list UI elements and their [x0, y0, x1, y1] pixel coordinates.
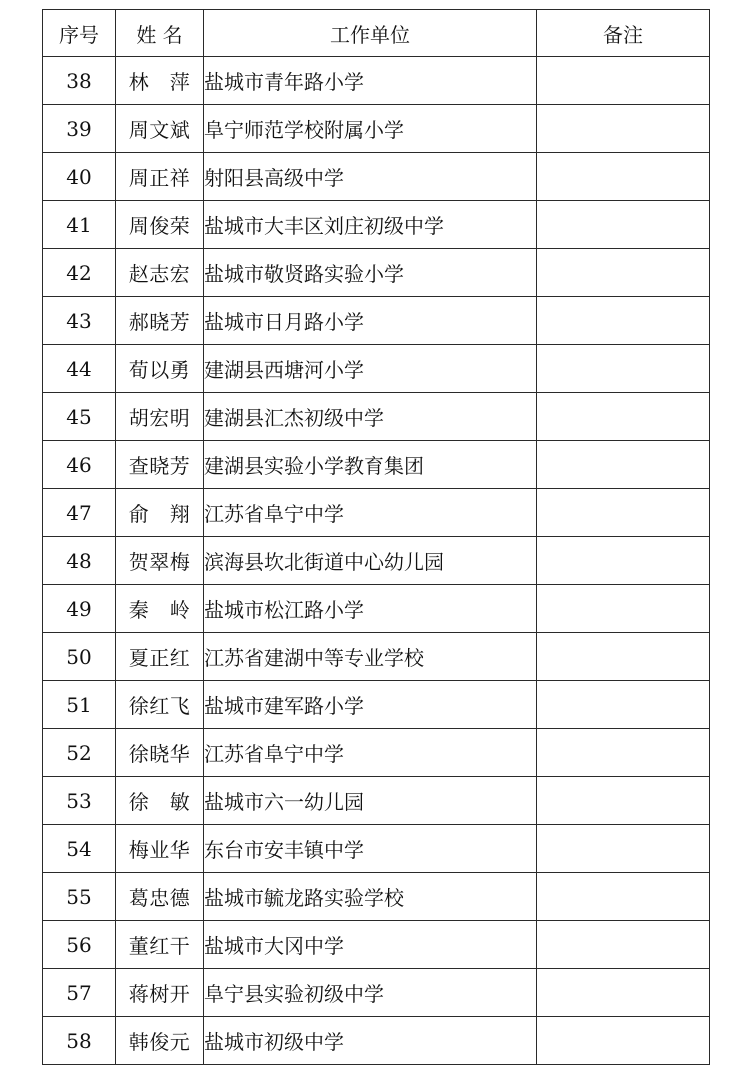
work-unit-cell: 滨海县坎北街道中心幼儿园 — [204, 537, 537, 585]
name-cell: 周文斌 — [116, 105, 204, 153]
work-unit-cell: 盐城市大丰区刘庄初级中学 — [204, 201, 537, 249]
table-row — [43, 969, 710, 1017]
name-cell: 赵志宏 — [116, 249, 204, 297]
serial-number-cell: 40 — [43, 153, 116, 201]
name-cell: 俞 翔 — [116, 489, 204, 537]
remarks-cell — [537, 105, 710, 153]
table-row — [43, 105, 710, 153]
serial-number-cell: 45 — [43, 393, 116, 441]
remarks-cell — [537, 393, 710, 441]
table-row — [43, 825, 710, 873]
table-row — [43, 393, 710, 441]
work-unit-cell: 建湖县实验小学教育集团 — [204, 441, 537, 489]
table-row — [43, 921, 710, 969]
work-unit-cell: 盐城市初级中学 — [204, 1017, 537, 1065]
table-row — [43, 201, 710, 249]
remarks-cell — [537, 489, 710, 537]
name-cell: 韩俊元 — [116, 1017, 204, 1065]
table-row — [43, 297, 710, 345]
remarks-cell — [537, 201, 710, 249]
work-unit-cell: 阜宁师范学校附属小学 — [204, 105, 537, 153]
serial-number-cell: 52 — [43, 729, 116, 777]
remarks-cell — [537, 297, 710, 345]
table-row — [43, 57, 710, 105]
table-row — [43, 345, 710, 393]
remarks-cell — [537, 921, 710, 969]
work-unit-cell: 阜宁县实验初级中学 — [204, 969, 537, 1017]
table-row — [43, 537, 710, 585]
work-unit-cell: 盐城市建军路小学 — [204, 681, 537, 729]
serial-number-cell: 49 — [43, 585, 116, 633]
name-cell: 夏正红 — [116, 633, 204, 681]
work-unit-cell: 东台市安丰镇中学 — [204, 825, 537, 873]
name-cell: 贺翠梅 — [116, 537, 204, 585]
work-unit-cell: 建湖县汇杰初级中学 — [204, 393, 537, 441]
work-unit-cell: 盐城市日月路小学 — [204, 297, 537, 345]
remarks-cell — [537, 441, 710, 489]
remarks-cell — [537, 969, 710, 1017]
name-cell: 荀以勇 — [116, 345, 204, 393]
table-row — [43, 777, 710, 825]
remarks-cell — [537, 681, 710, 729]
name-cell: 蒋树开 — [116, 969, 204, 1017]
header-work-unit: 工作单位 — [204, 10, 537, 57]
serial-number-cell: 56 — [43, 921, 116, 969]
serial-number-cell: 58 — [43, 1017, 116, 1065]
work-unit-cell: 盐城市毓龙路实验学校 — [204, 873, 537, 921]
work-unit-cell: 盐城市大冈中学 — [204, 921, 537, 969]
name-cell: 徐晓华 — [116, 729, 204, 777]
work-unit-cell: 射阳县高级中学 — [204, 153, 537, 201]
remarks-cell — [537, 153, 710, 201]
remarks-cell — [537, 729, 710, 777]
name-cell: 梅业华 — [116, 825, 204, 873]
table-row — [43, 633, 710, 681]
remarks-cell — [537, 249, 710, 297]
serial-number-cell: 51 — [43, 681, 116, 729]
serial-number-cell: 48 — [43, 537, 116, 585]
work-unit-cell: 盐城市六一幼儿园 — [204, 777, 537, 825]
work-unit-cell: 建湖县西塘河小学 — [204, 345, 537, 393]
name-cell: 周俊荣 — [116, 201, 204, 249]
serial-number-cell: 50 — [43, 633, 116, 681]
serial-number-cell: 42 — [43, 249, 116, 297]
serial-number-cell: 46 — [43, 441, 116, 489]
work-unit-cell: 盐城市青年路小学 — [204, 57, 537, 105]
table-row — [43, 681, 710, 729]
table-row — [43, 249, 710, 297]
table-row — [43, 441, 710, 489]
table-row — [43, 873, 710, 921]
roster-table — [42, 9, 710, 1065]
work-unit-cell: 江苏省建湖中等专业学校 — [204, 633, 537, 681]
remarks-cell — [537, 585, 710, 633]
work-unit-cell: 江苏省阜宁中学 — [204, 729, 537, 777]
work-unit-cell: 盐城市松江路小学 — [204, 585, 537, 633]
table-row — [43, 585, 710, 633]
serial-number-cell: 47 — [43, 489, 116, 537]
serial-number-cell: 43 — [43, 297, 116, 345]
header-name: 姓 名 — [116, 10, 204, 57]
name-cell: 董红干 — [116, 921, 204, 969]
serial-number-cell: 57 — [43, 969, 116, 1017]
name-cell: 林 萍 — [116, 57, 204, 105]
work-unit-cell: 江苏省阜宁中学 — [204, 489, 537, 537]
name-cell: 郝晓芳 — [116, 297, 204, 345]
header-serial-number: 序号 — [43, 10, 116, 57]
remarks-cell — [537, 1017, 710, 1065]
remarks-cell — [537, 57, 710, 105]
serial-number-cell: 55 — [43, 873, 116, 921]
table-row — [43, 729, 710, 777]
serial-number-cell: 39 — [43, 105, 116, 153]
remarks-cell — [537, 537, 710, 585]
name-cell: 徐 敏 — [116, 777, 204, 825]
serial-number-cell: 53 — [43, 777, 116, 825]
header-row — [43, 10, 710, 57]
header-remarks: 备注 — [537, 10, 710, 57]
table-row — [43, 153, 710, 201]
serial-number-cell: 38 — [43, 57, 116, 105]
name-cell: 葛忠德 — [116, 873, 204, 921]
roster-body — [43, 57, 710, 1065]
table-row — [43, 489, 710, 537]
serial-number-cell: 54 — [43, 825, 116, 873]
remarks-cell — [537, 825, 710, 873]
serial-number-cell: 44 — [43, 345, 116, 393]
name-cell: 周正祥 — [116, 153, 204, 201]
remarks-cell — [537, 345, 710, 393]
name-cell: 查晓芳 — [116, 441, 204, 489]
table-row — [43, 1017, 710, 1065]
name-cell: 胡宏明 — [116, 393, 204, 441]
name-cell: 徐红飞 — [116, 681, 204, 729]
name-cell: 秦 岭 — [116, 585, 204, 633]
serial-number-cell: 41 — [43, 201, 116, 249]
work-unit-cell: 盐城市敬贤路实验小学 — [204, 249, 537, 297]
remarks-cell — [537, 873, 710, 921]
remarks-cell — [537, 633, 710, 681]
remarks-cell — [537, 777, 710, 825]
